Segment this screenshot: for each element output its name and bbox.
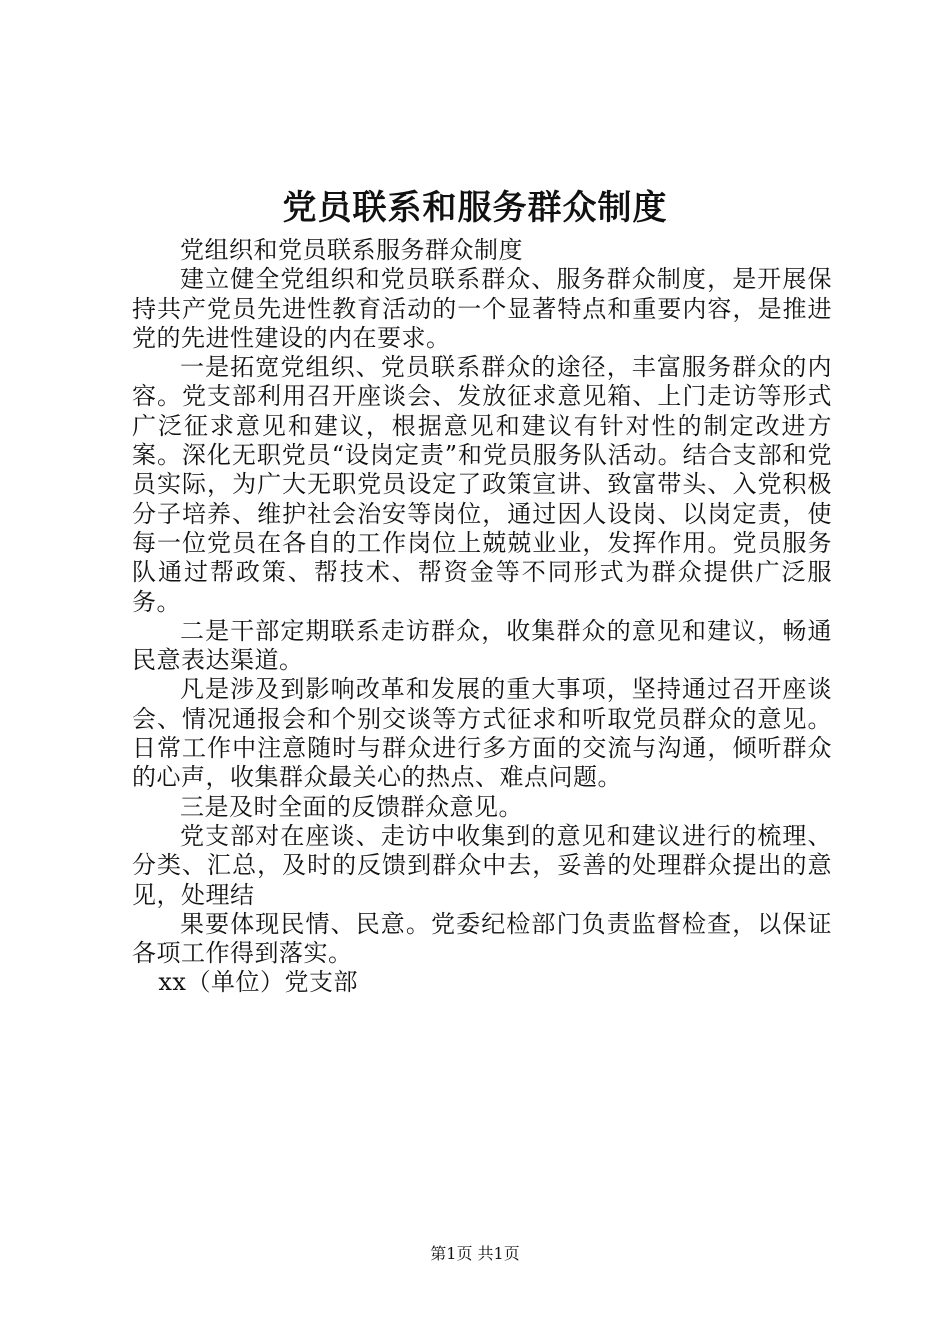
page-number-footer: 第1页 共1页: [430, 1244, 520, 1263]
paragraph-major-matters: 凡是涉及到影响改革和发展的重大事项，坚持通过召开座谈会、情况通报会和个别交谈等方式征求和听取党员群众的意见。日常工作中注意随时与群众进行多方面的交流与沟通，倾听群众的心声，收集群众最关心的热点、难点问题。: [132, 675, 832, 792]
paragraph-point-two: 二是干部定期联系走访群众，收集群众的意见和建议，畅通民意表达渠道。: [132, 616, 832, 675]
paragraph-point-three: 三是及时全面的反馈群众意见。: [180, 792, 523, 821]
paragraph-intro: 建立健全党组织和党员联系群众、服务群众制度，是开展保持共产党员先进性教育活动的一个显著特点和重要内容，是推进党的先进性建设的内在要求。: [132, 265, 832, 352]
signature-line: xx（单位）党支部: [158, 968, 358, 997]
paragraph-results: 果要体现民情、民意。党委纪检部门负责监督检查，以保证各项工作得到落实。: [132, 909, 832, 968]
paragraph-feedback: 党支部对在座谈、走访中收集到的意见和建议进行的梳理、分类、汇总，及时的反馈到群众中去，妥善的处理群众提出的意见，处理结: [132, 821, 832, 909]
paragraph-subtitle: 党组织和党员联系服务群众制度: [180, 236, 523, 264]
paragraph-point-one: 一是拓宽党组织、党员联系群众的途径，丰富服务群众的内容。党支部利用召开座谈会、发放征求意见箱、上门走访等形式广泛征求意见和建议，根据意见和建议有针对性的制定改进方案。深化无职党员“设岗定责”和党员服务队活动。结合支部和党员实际，为广大无职党员设定了政策宣讲、致富带头、入党积极分子培养、维护社会治安等岗位，通过因人设岗、以岗定责，使每一位党员在各自的工作岗位上兢兢业业，发挥作用。党员服务队通过帮政策、帮技术、帮资金等不同形式为群众提供广泛服务。: [132, 353, 832, 616]
document-body: [132, 236, 832, 998]
page-title: 党员联系和服务群众制度: [282, 188, 668, 228]
